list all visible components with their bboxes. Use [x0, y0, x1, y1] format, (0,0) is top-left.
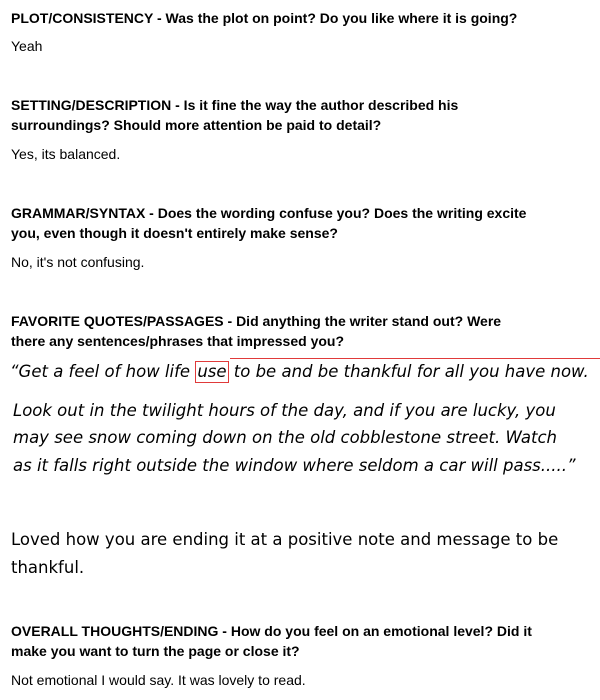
- setting-description-answer: Yes, its balanced.: [11, 146, 121, 162]
- quote-line-1-start: “Get a feel of how life: [10, 362, 196, 381]
- reviewer-comment: Loved how you are ending it at a positive note and message to be thankful.: [11, 530, 559, 577]
- quote-line-2: Look out in the twilight hours of the day, and if you are lucky, you: [13, 401, 556, 420]
- quote-line-3: may see snow coming down on the old cobblestone street. Watch: [13, 428, 558, 447]
- quote-line-1-end: to be and be thankful for all you have now.: [228, 362, 589, 381]
- quote-line-1: [10, 358, 595, 386]
- plot-consistency-answer: Yeah: [11, 38, 43, 54]
- favorite-quotes-heading-line-1: FAVORITE QUOTES/PASSAGES - Did anything the writer stand out? Were: [11, 313, 502, 329]
- grammar-syntax-answer: No, it's not confusing.: [11, 254, 145, 270]
- overall-thoughts-heading-line-1: OVERALL THOUGHTS/ENDING - How do you feel on an emotional level? Did it: [11, 623, 532, 639]
- plot-consistency-heading: PLOT/CONSISTENCY - Was the plot on point? Do you like where it is going?: [11, 10, 518, 26]
- grammar-syntax-heading-line-1: GRAMMAR/SYNTAX - Does the wording confuse you? Does the writing excite: [11, 205, 527, 221]
- setting-description-heading-line-1: SETTING/DESCRIPTION - Is it fine the way the author described his: [11, 97, 459, 113]
- favorite-quotes-heading-line-2: there any sentences/phrases that impressed you?: [11, 333, 345, 349]
- grammar-syntax-heading-line-2: you, even though it doesn't entirely make sense?: [11, 225, 338, 241]
- overall-thoughts-heading-line-2: make you want to turn the page or close it?: [11, 643, 300, 659]
- spellcheck-flagged-word[interactable]: use: [197, 362, 227, 381]
- overall-thoughts-answer: Not emotional I would say. It was lovely to read.: [11, 672, 306, 688]
- setting-description-heading-line-2: surroundings? Should more attention be paid to detail?: [11, 117, 382, 133]
- quote-line-4: as it falls right outside the window where seldom a car will pass.....”: [13, 456, 576, 475]
